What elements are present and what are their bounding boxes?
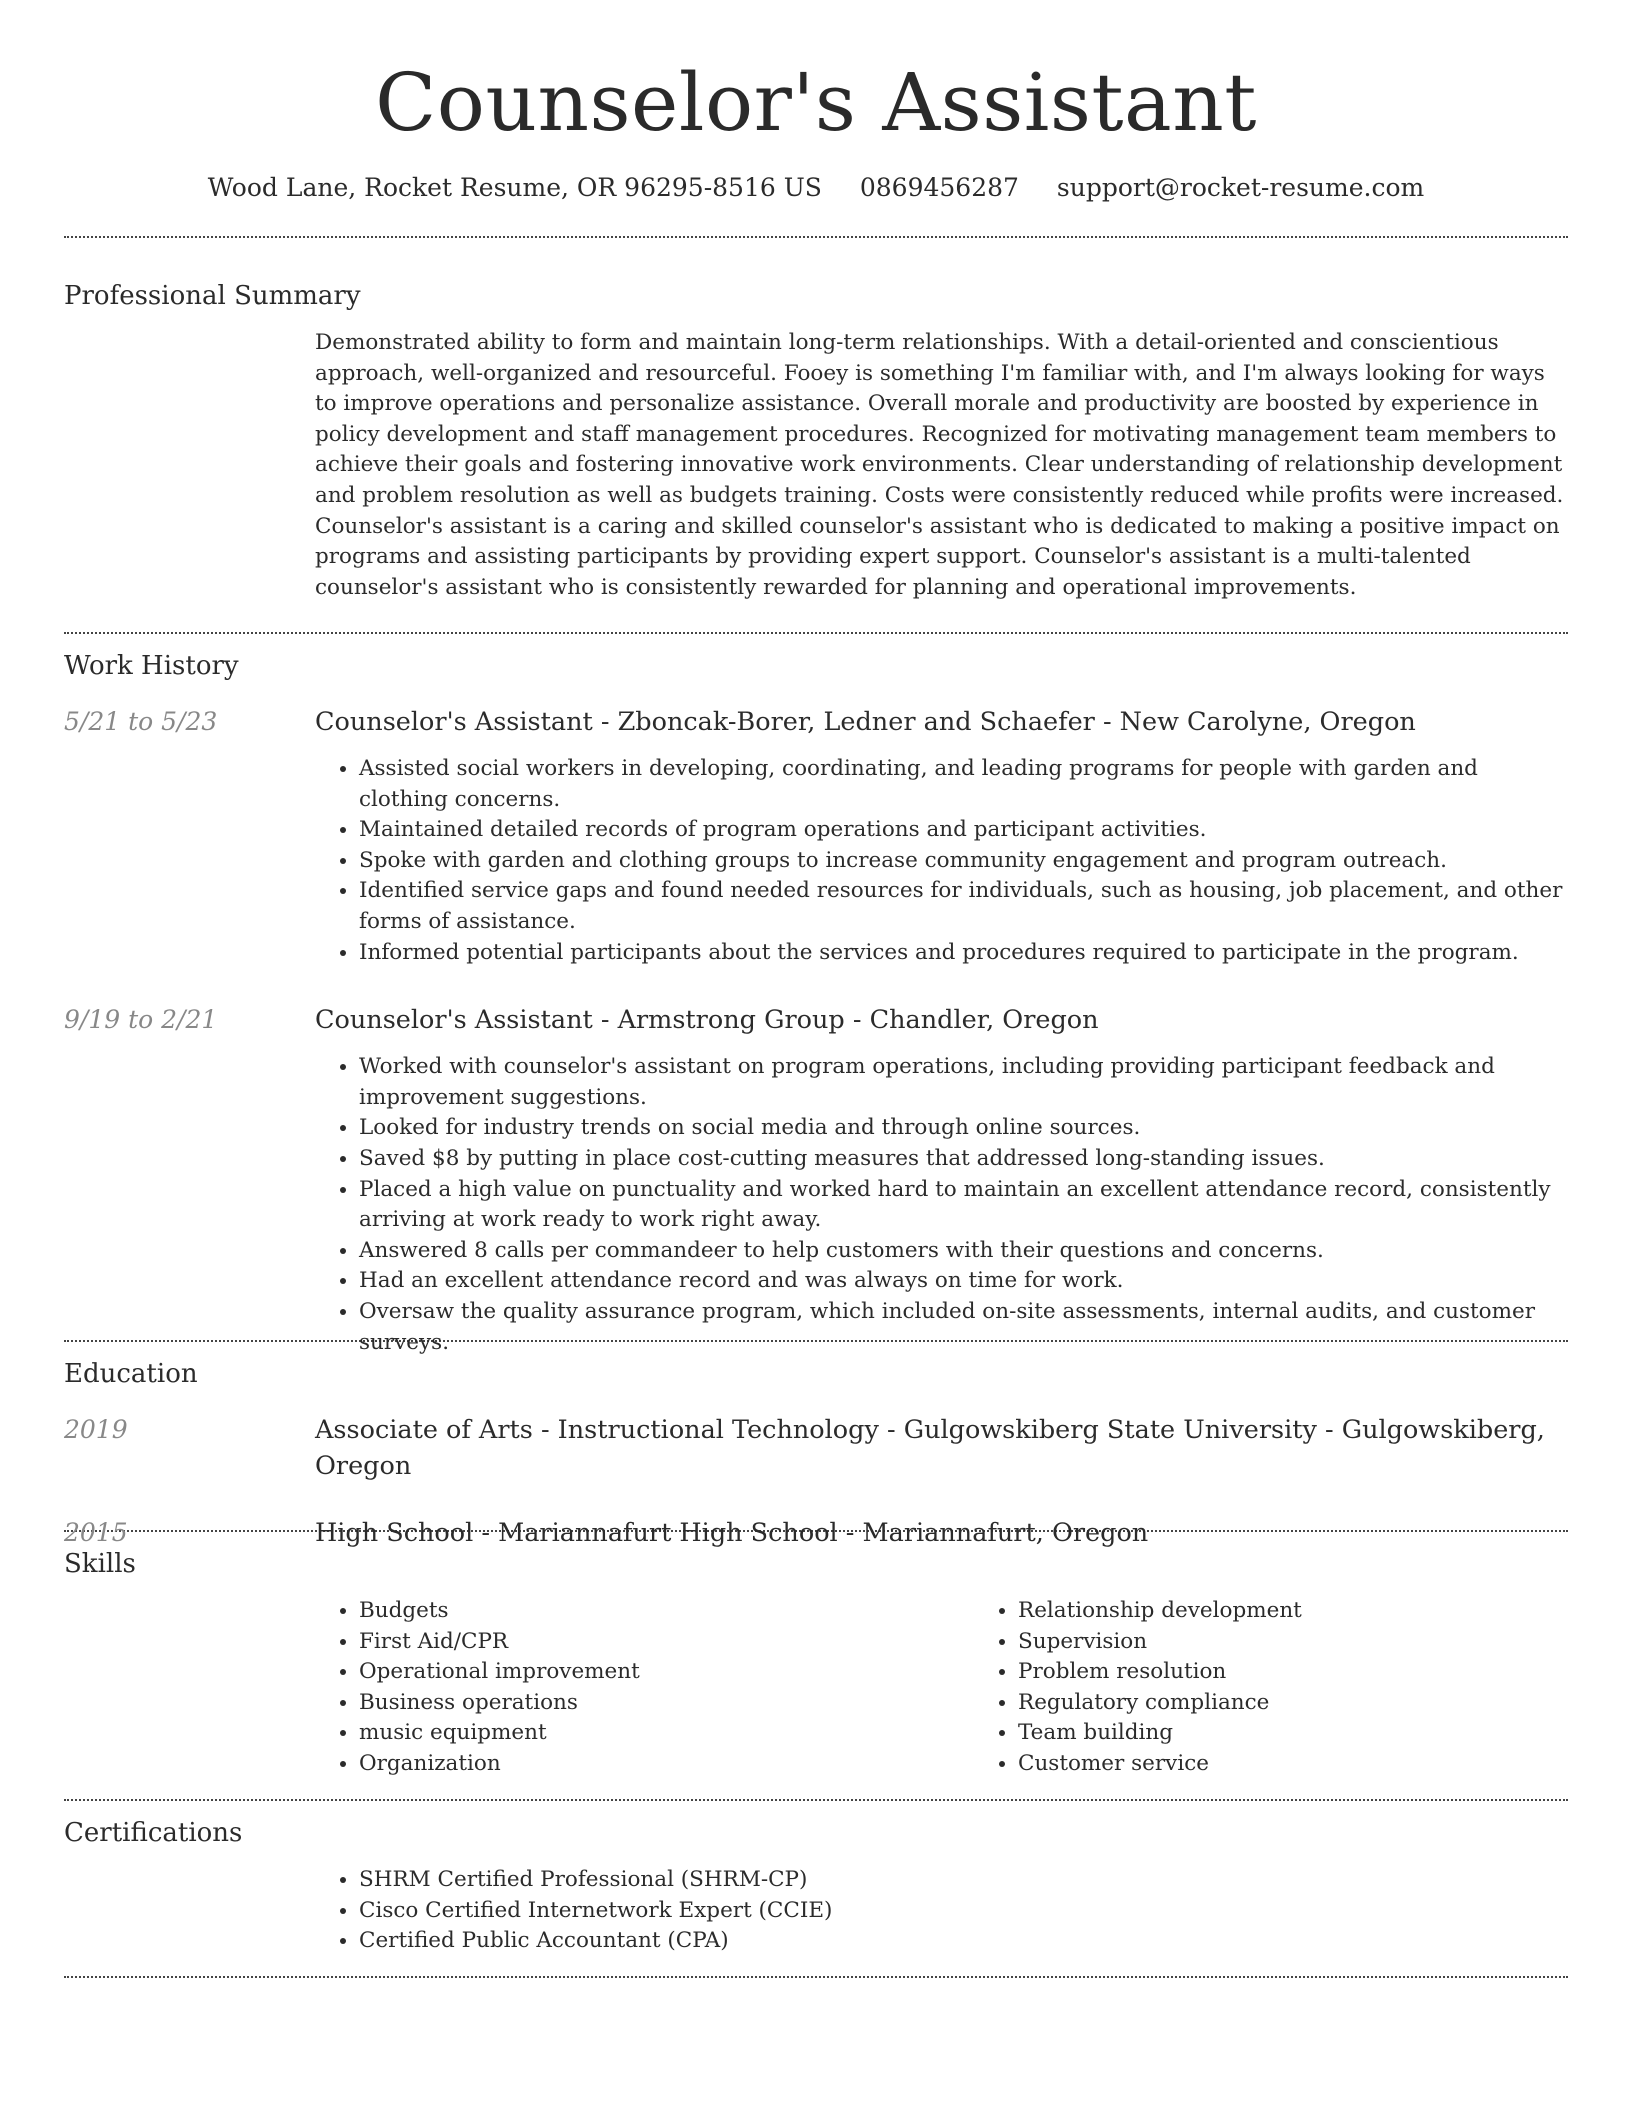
section-title-work-history: Work History [64, 651, 239, 681]
education-heading: High School - Mariannafurt High School - Mariannafurt, Oregon [315, 1518, 1149, 1548]
job-entry [64, 704, 1568, 968]
job-bullet: • Assisted social workers in developing, coordinating, and leading programs for people with garden and clothing concerns. [359, 754, 1568, 815]
contact-line [64, 168, 1568, 208]
section-title-certifications: Certifications [64, 1818, 243, 1848]
section-title-skills: Skills [64, 1549, 136, 1579]
work-history-section [64, 634, 1568, 1355]
skill-item: • Team building [1018, 1718, 1632, 1749]
skill-item: • Operational improvement [359, 1657, 974, 1688]
job-bullet: • Saved $8 by putting in place cost-cutting measures that addressed long-standing issues. [359, 1144, 1568, 1175]
certifications-list [315, 1865, 1568, 1957]
job-bullet: • Informed potential participants about the services and procedures required to participate in the program. [359, 938, 1568, 969]
education-entry [64, 1412, 1568, 1484]
education-entry [64, 1515, 1568, 1551]
skill-item: • Relationship development [1018, 1596, 1632, 1627]
job-heading: Counselor's Assistant - Zboncak-Borer, Ledner and Schaefer - New Carolyne, Oregon [315, 707, 1416, 737]
summary-section [64, 238, 1568, 632]
job-bullet: • Identified service gaps and found needed resources for individuals, such as housing, job placement, and other forms of assistance. [359, 876, 1568, 937]
skill-item: • First Aid/CPR [359, 1627, 974, 1658]
job-bullet: • Spoke with garden and clothing groups to increase community engagement and program outreach. [359, 846, 1568, 877]
certification-item: • Certified Public Accountant (CPA) [359, 1926, 1568, 1957]
skill-item: • Customer service [1018, 1749, 1632, 1780]
skill-item: • music equipment [359, 1718, 974, 1749]
job-dates: 5/21 to 5/23 [64, 707, 218, 736]
job-bullet: • Looked for industry trends on social media and through online sources. [359, 1113, 1568, 1144]
education-section [64, 1342, 1568, 1548]
job-bullet: • Answered 8 calls per commandeer to help customers with their questions and concerns. [359, 1236, 1568, 1267]
job-bullets [315, 1052, 1568, 1358]
job-bullets [315, 754, 1568, 968]
job-bullet: • Had an excellent attendance record and was always on time for work. [359, 1266, 1568, 1297]
skill-item: • Regulatory compliance [1018, 1688, 1632, 1719]
education-year: 2015 [64, 1518, 128, 1547]
skill-item: • Supervision [1018, 1627, 1632, 1658]
skills-section [64, 1532, 1568, 1799]
skill-item: • Business operations [359, 1688, 974, 1719]
skills-list-left [315, 1596, 974, 1780]
certification-item: • SHRM Certified Professional (SHRM-CP) [359, 1865, 1568, 1896]
certification-item: • Cisco Certified Internetwork Expert (CCIE) [359, 1896, 1568, 1927]
skills-list-right [974, 1596, 1632, 1780]
section-title-education: Education [64, 1359, 198, 1389]
contact-email: support@rocket-resume.com [1056, 173, 1425, 202]
skill-item: • Problem resolution [1018, 1657, 1632, 1688]
education-heading: Associate of Arts - Instructional Technology - Gulgowskiberg State University - Gulgowskiberg, Oregon [315, 1415, 1545, 1481]
job-bullet: • Worked with counselor's assistant on program operations, including providing participant feedback and improvement suggestions. [359, 1052, 1568, 1113]
summary-text: Demonstrated ability to form and maintain long-term relationships. With a detail-oriented and conscientious approach, well-organized and resourceful. Fooey is something I'm familiar with, and I'm always looking for ways to improve operations and personalize assistance. Overall morale and productivity are boosted by experience in policy development and staff management procedures. Recognized for motivating management team members to achieve their goals and fostering innovative work environments. Clear understanding of relationship development and problem resolution as well as budgets training. Costs were consistently reduced while profits were increased. Counselor's assistant is a caring and skilled counselor's assistant who is dedicated to making a positive impact on programs and assisting participants by providing expert support. Counselor's assistant is a multi-talented counselor's assistant who is consistently rewarded for planning and operational improvements. [315, 330, 1564, 600]
section-divider [64, 1976, 1568, 1978]
candidate-name: Counselor's Assistant [375, 56, 1257, 149]
skill-item: • Organization [359, 1749, 974, 1780]
job-heading: Counselor's Assistant - Armstrong Group - Chandler, Oregon [315, 1005, 1099, 1036]
job-bullet: • Maintained detailed records of program operations and participant activities. [359, 815, 1568, 846]
certifications-section [64, 1801, 1568, 1976]
education-year: 2019 [64, 1415, 128, 1444]
resume-page [64, 0, 1568, 1978]
section-title-summary: Professional Summary [64, 281, 361, 311]
job-bullet: • Placed a high value on punctuality and worked hard to maintain an excellent attendance record, consistently arriving at work ready to work right away. [359, 1175, 1568, 1236]
contact-address: Wood Lane, Rocket Resume, OR 96295-8516 US [207, 173, 822, 202]
skill-item: • Budgets [359, 1596, 974, 1627]
job-bullet: • Oversaw the quality assurance program, which included on-site assessments, internal audits, and customer surveys. [359, 1297, 1568, 1358]
contact-phone: 0869456287 [859, 173, 1019, 202]
job-entry [64, 1002, 1568, 1358]
job-dates: 9/19 to 2/21 [64, 1005, 218, 1035]
